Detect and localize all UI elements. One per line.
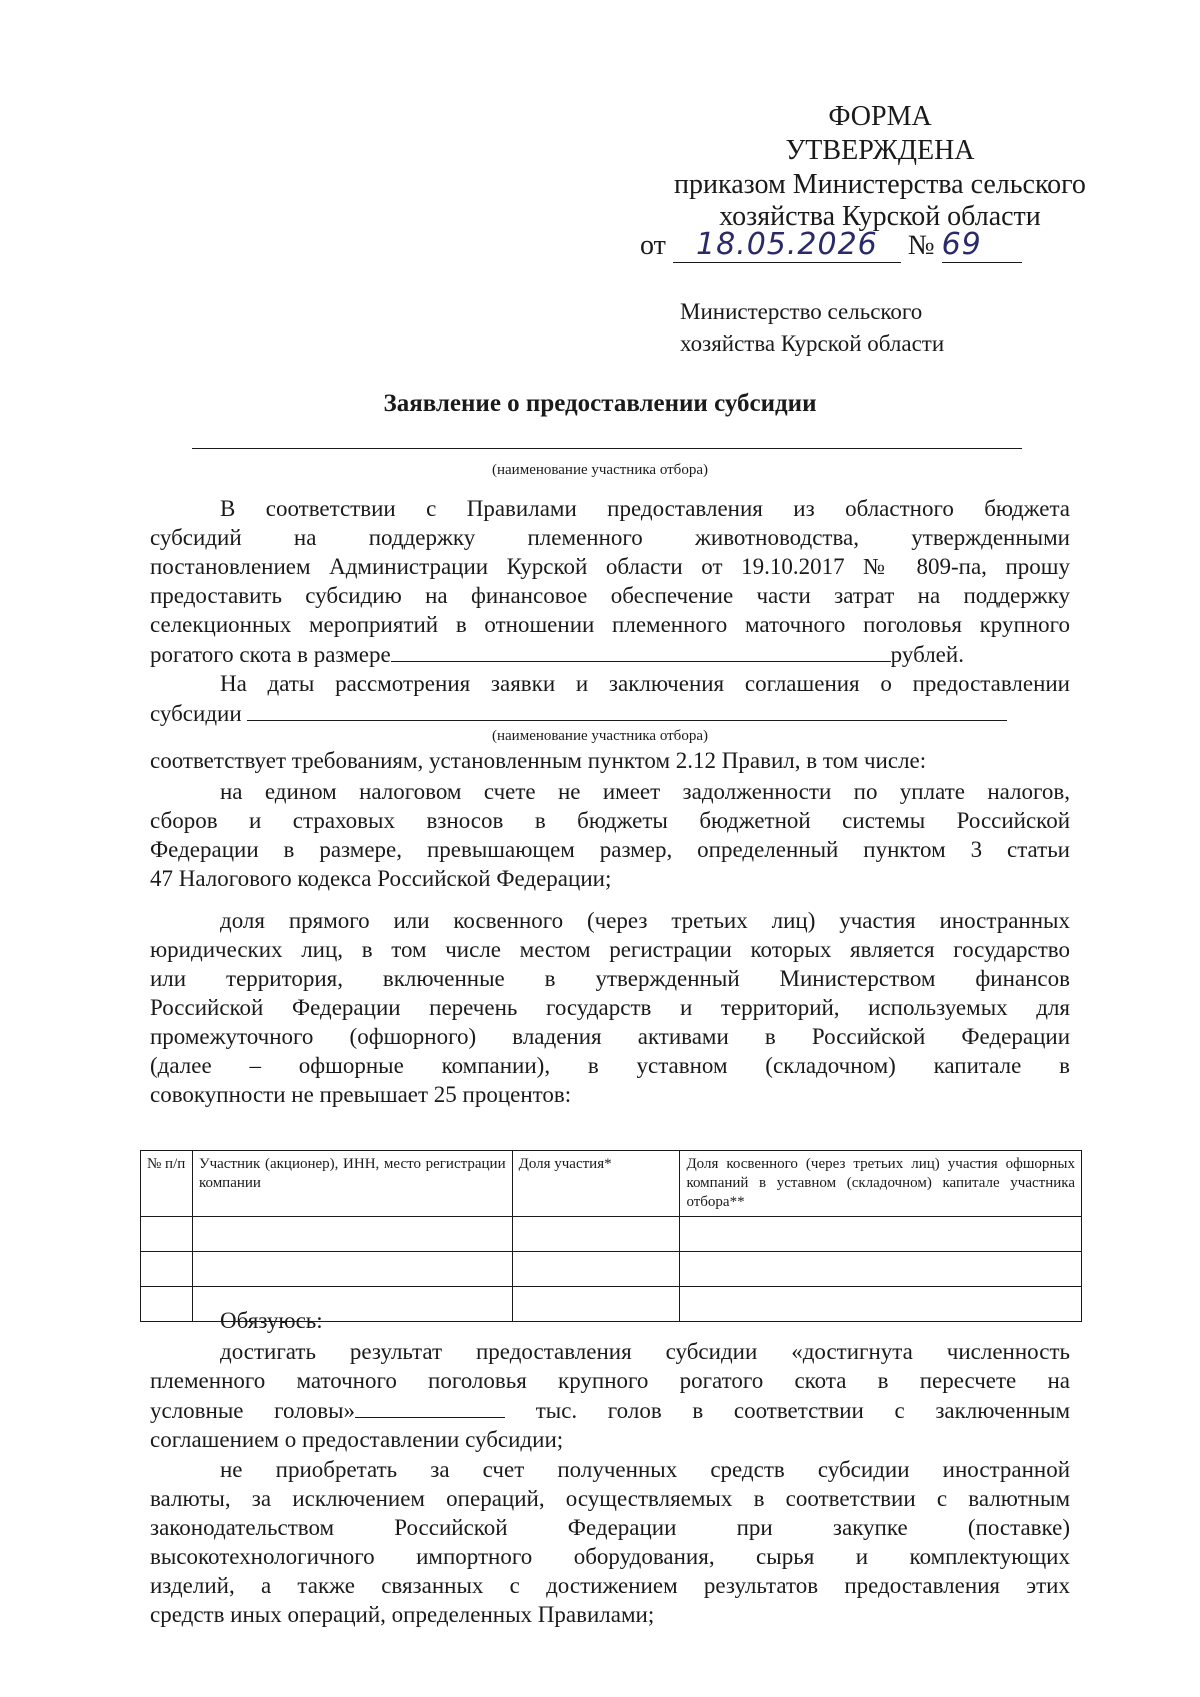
heads-suffix: тыс. голов в соответствии с заключенным xyxy=(535,1398,1070,1423)
heads-prefix: условные головы» xyxy=(150,1398,356,1423)
obligations-heading: Обязуюсь: xyxy=(220,1308,323,1333)
text-line-participant xyxy=(150,698,1070,728)
stamp-approved-label: УТВЕРЖДЕНА xyxy=(785,135,975,166)
paragraph-request xyxy=(150,494,1070,669)
text-line: соглашением о предоставлении субсидии; xyxy=(150,1427,564,1452)
text-line: субсидий на поддержку племенного животноводства, утвержденными xyxy=(150,525,1070,550)
stamp-ministry-line: хозяйства Курской области xyxy=(719,201,1041,232)
text-line: В соответствии с Правилами предоставления из областного бюджета xyxy=(220,496,1070,521)
addressee-line-2: хозяйства Курской области xyxy=(680,331,945,356)
table-cell xyxy=(680,1252,1082,1287)
text-line-heads xyxy=(150,1395,1070,1425)
amount-prefix: рогатого скота в размере xyxy=(150,642,391,667)
table-header-share: Доля участия* xyxy=(512,1151,680,1217)
paragraph-offshore xyxy=(150,906,1070,1109)
table-cell xyxy=(512,1252,680,1287)
table-header-offshore-share: Доля косвенного (через третьих лиц) участия офшорных компаний в уставном (складочном) капитале участника отбора** xyxy=(680,1151,1082,1217)
table-row xyxy=(141,1252,1082,1287)
text-line: предоставить субсидию на финансовое обеспечение части затрат на поддержку xyxy=(150,583,1070,608)
addressee-line-1: Министерство сельского xyxy=(680,299,923,324)
stamp-date-handwritten: 18.05.2026 xyxy=(695,227,878,262)
table-header-row xyxy=(141,1151,1082,1217)
paragraph-tax xyxy=(150,777,1070,893)
table-cell xyxy=(680,1217,1082,1252)
text-line: изделий, а также связанных с достижением результатов предоставления этих xyxy=(150,1573,1070,1598)
table-cell xyxy=(512,1217,680,1252)
text-line: валюты, за исключением операций, осуществляемых в соответствии с валютным xyxy=(150,1486,1070,1511)
addressee xyxy=(680,296,944,360)
ownership-table xyxy=(140,1150,1082,1322)
stamp-date-row xyxy=(640,228,1040,263)
amount-blank xyxy=(391,639,891,662)
text-line: Федерации в размере, превышающем размер, определенный пунктом 3 статьи xyxy=(150,837,1070,862)
text-line: промежуточного (офшорного) владения активами в Российской Федерации xyxy=(150,1024,1070,1049)
text-line: не приобретать за счет полученных средств субсидии иностранной xyxy=(220,1457,1070,1482)
text-line: селекционных мероприятий в отношении племенного маточного поголовья крупного xyxy=(150,612,1070,637)
table-header-participant: Участник (акционер), ИНН, место регистрации компании xyxy=(192,1151,512,1217)
text-line: сборов и страховых взносов в бюджеты бюджетной системы Российской xyxy=(150,808,1070,833)
text-line: Российской Федерации перечень государств и территорий, используемых для xyxy=(150,995,1070,1020)
table-header-number: № п/п xyxy=(141,1151,193,1217)
heads-blank xyxy=(355,1395,505,1418)
table-cell xyxy=(192,1252,512,1287)
text-line: средств иных операций, определенных Правилами; xyxy=(150,1602,655,1627)
text-line: постановлением Администрации Курской области от 19.10.2017 № 809-па, прошу xyxy=(150,554,1070,579)
text-line: совокупности не превышает 25 процентов: xyxy=(150,1082,572,1107)
text-line: На даты рассмотрения заявки и заключения соглашения о предоставлении xyxy=(220,671,1070,696)
text-line: на едином налоговом счете не имеет задолженности по уплате налогов, xyxy=(220,779,1070,804)
text-line: высокотехнологичного импортного оборудования, сырья и комплектующих xyxy=(150,1544,1070,1569)
stamp-number-field xyxy=(942,228,1022,263)
stamp-form-label: ФОРМА xyxy=(828,101,932,132)
participant-name-line xyxy=(192,448,1022,449)
paragraph-compliance xyxy=(150,669,1070,728)
stamp-number-handwritten: 69 xyxy=(941,227,982,262)
paragraph-result xyxy=(150,1337,1070,1454)
participant-blank xyxy=(247,698,1007,721)
table-row xyxy=(141,1217,1082,1252)
stamp-from-label: от xyxy=(640,230,666,261)
text-line: или территория, включенные в утвержденный Министерством финансов xyxy=(150,966,1070,991)
text-line: 47 Налогового кодекса Российской Федерации; xyxy=(150,866,612,891)
amount-suffix: рублей. xyxy=(890,642,964,667)
obligations-heading-block xyxy=(150,1306,1070,1335)
text-line: достигать результат предоставления субсидии «достигнута численность xyxy=(220,1339,1070,1364)
document-title: Заявление о предоставлении субсидии xyxy=(383,390,817,417)
paragraph-currency xyxy=(150,1455,1070,1629)
text-line: племенного маточного поголовья крупного рогатого скота в пересчете на xyxy=(150,1368,1070,1393)
table-cell xyxy=(192,1217,512,1252)
subsidy-prefix: субсидии xyxy=(150,701,242,726)
text-line: (далее – офшорные компании), в уставном (складочном) капитале в xyxy=(150,1053,1070,1078)
stamp-order-line: приказом Министерства сельского xyxy=(674,169,1086,200)
text-line: доля прямого или косвенного (через третьих лиц) участия иностранных xyxy=(220,908,1070,933)
text-line-amount xyxy=(150,639,1070,669)
stamp-date-field xyxy=(673,228,901,263)
table-cell xyxy=(141,1252,193,1287)
paragraph-compliance-cont xyxy=(150,746,1070,775)
table-cell xyxy=(141,1217,193,1252)
text-line: соответствует требованиям, установленным пунктом 2.12 Правил, в том числе: xyxy=(150,748,927,773)
participant-caption-1: (наименование участника отбора) xyxy=(492,462,708,478)
stamp-number-label: № xyxy=(907,230,935,261)
text-line: законодательством Российской Федерации при закупке (поставке) xyxy=(150,1515,1070,1540)
participant-caption-2: (наименование участника отбора) xyxy=(492,728,708,744)
text-line: юридических лиц, в том числе местом регистрации которых является государство xyxy=(150,937,1070,962)
